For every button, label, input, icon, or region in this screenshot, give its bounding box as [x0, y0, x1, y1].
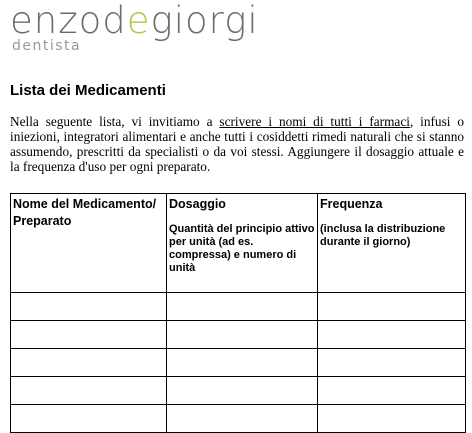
logo-wordmark [10, 0, 259, 42]
header-title: Nome del Medicamento/ Preparato [13, 197, 157, 228]
logo-part2: giorgi [150, 0, 259, 42]
logo-part1: enzod [10, 0, 127, 42]
logo [10, 2, 259, 54]
table-cell-dosage[interactable] [167, 405, 318, 433]
table-cell-dosage[interactable] [167, 321, 318, 349]
intro-before: Nella seguente lista, vi invitiamo a [10, 114, 220, 129]
table-cell-frequency[interactable] [318, 321, 466, 349]
header-description: (inclusa la distribuzione durante il giorno) [320, 223, 446, 248]
medication-table [10, 193, 466, 433]
logo-accent: e [126, 0, 151, 42]
table-row [11, 349, 466, 377]
table-cell-name[interactable] [11, 293, 167, 321]
header-cell-name [11, 194, 167, 293]
table-cell-dosage[interactable] [167, 377, 318, 405]
table-cell-frequency[interactable] [318, 405, 466, 433]
header-description: Quantità del principio attivo per unità (ad es. compressa) e numero di unità [169, 223, 315, 274]
intro-underlined: scrivere i nomi di tutti i farmaci [219, 114, 410, 129]
table-row [11, 321, 466, 349]
header-cell-dosage [167, 194, 318, 293]
table-cell-name[interactable] [11, 321, 167, 349]
header-cell-frequency [318, 194, 466, 293]
table-cell-name[interactable] [11, 349, 167, 377]
table-cell-name[interactable] [11, 377, 167, 405]
intro-paragraph [10, 114, 464, 174]
table-cell-dosage[interactable] [167, 349, 318, 377]
table-row [11, 293, 466, 321]
table-cell-name[interactable] [11, 405, 167, 433]
table-cell-frequency[interactable] [318, 349, 466, 377]
table-header-row [11, 194, 466, 293]
table-cell-dosage[interactable] [167, 293, 318, 321]
page-title: Lista dei Medicamenti [10, 82, 166, 99]
header-title: Dosaggio [169, 197, 226, 211]
table-cell-frequency[interactable] [318, 293, 466, 321]
table-cell-frequency[interactable] [318, 377, 466, 405]
intro-after: , infusi o iniezioni, integratori alimentari e anche tutti i cosiddetti rimedi naturali che si stanno assumendo, prescritti da specialisti o da voi stessi. Aggiungere il dosaggio attuale e la frequenza d'uso per ogni preparato. [10, 114, 464, 174]
table-row [11, 377, 466, 405]
header-title: Frequenza [320, 197, 383, 211]
logo-subtitle: dentista [12, 38, 82, 54]
table-row [11, 405, 466, 433]
